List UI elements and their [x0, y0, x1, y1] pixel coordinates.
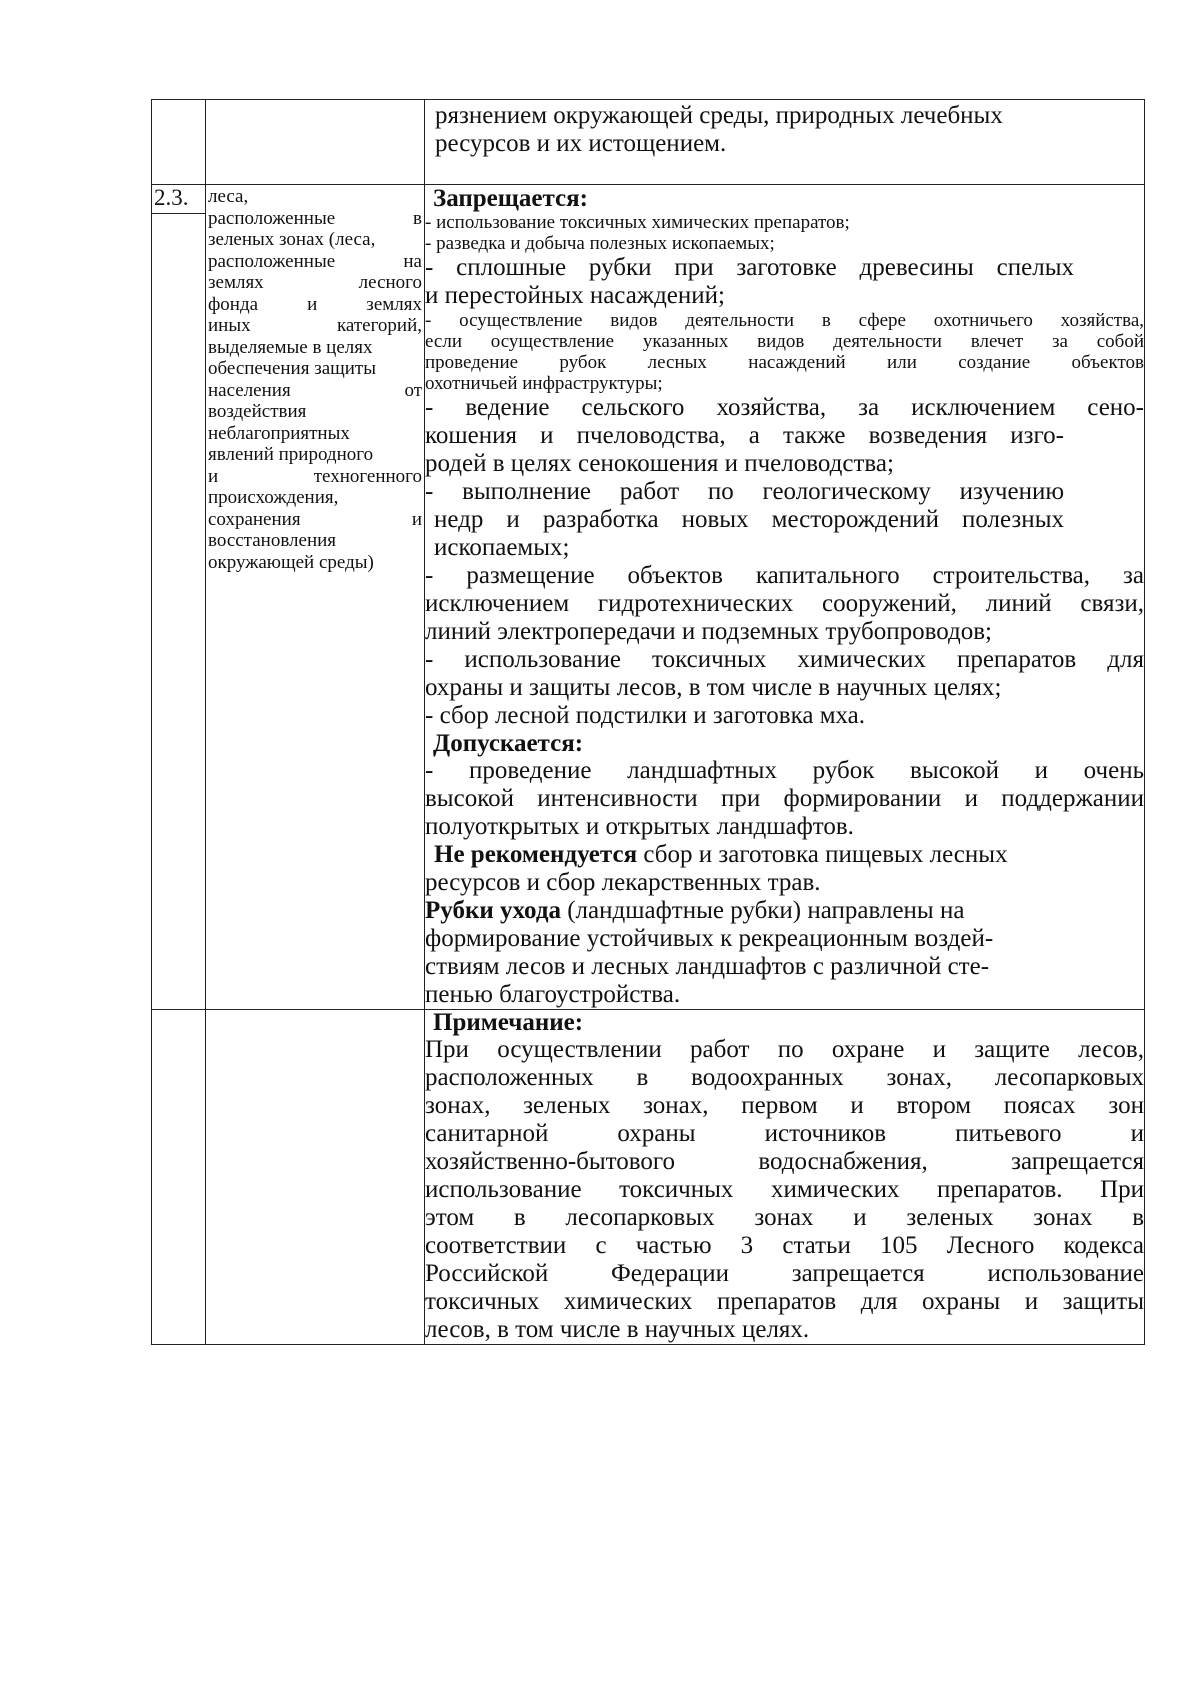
prohibited-item: охраны и защиты лесов, в том числе в научных целях; [425, 674, 1002, 701]
table-row-note [152, 1010, 1145, 1345]
thinning-label: Рубки ухода [425, 897, 561, 924]
prohibited-item: - выполнение работ по геологическому изучению [425, 478, 1064, 505]
allowed-item: высокой интенсивности при формировании и поддержании [425, 785, 1144, 812]
prohibited-item: - сбор лесной подстилки и заготовка мха. [425, 702, 866, 729]
prohibited-item: родей в целях сенокошения и пчеловодства; [425, 450, 894, 477]
prohibited-item: недр и разработка новых месторождений полезных [434, 506, 1064, 533]
prohibited-item: - использование токсичных химических препаратов для [425, 646, 1144, 673]
category-line: расположенные на [208, 250, 422, 272]
category-line: населения от [208, 379, 422, 401]
note-line: При осуществлении работ по охране и защите лесов, [425, 1036, 1144, 1063]
note-line: соответствии с частью 3 статьи 105 Лесного кодекса [425, 1232, 1144, 1259]
not-recommended-line: ресурсов и сбор лекарственных трав. [425, 869, 821, 896]
allowed-item: полуоткрытых и открытых ландшафтов. [425, 813, 854, 840]
category-cell-empty [206, 1010, 425, 1345]
note-line: использование токсичных химических препаратов. При [425, 1176, 1144, 1203]
allowed-item: - проведение ландшафтных рубок высокой и очень [425, 757, 1144, 784]
allowed-heading: Допускается: [433, 730, 584, 757]
category-cell [206, 185, 425, 1010]
table-row-continuation [152, 100, 1145, 185]
row-number: 2.3. [152, 185, 205, 214]
prohibited-item: линий электропередачи и подземных трубопроводов; [425, 618, 992, 645]
category-line: зеленых зонах (леса, [208, 229, 376, 250]
not-recommended-label: Не рекомендуется [434, 841, 638, 868]
prohibited-item: - разведка и добыча полезных ископаемых; [425, 233, 775, 254]
prohibited-item: охотничьей инфраструктуры; [425, 373, 663, 394]
category-line: и техногенного [208, 465, 422, 487]
prohibited-item: - сплошные рубки при заготовке древесины спелых [425, 254, 1074, 281]
continuation-line: ресурсов и их истощением. [435, 130, 727, 157]
thinning-text: (ландшафтные рубки) направлены на [560, 897, 965, 924]
note-line: токсичных химических препаратов для охраны и защиты [425, 1288, 1144, 1315]
number-cell-empty [152, 100, 206, 185]
prohibited-heading: Запрещается: [433, 185, 589, 212]
category-line: выделяемые в целях [208, 336, 373, 358]
thinning-line [425, 897, 1144, 925]
note-heading: Примечание: [433, 1009, 584, 1036]
prohibited-item: - размещение объектов капитального строительства, за [425, 562, 1144, 589]
category-text [206, 185, 424, 573]
prohibited-item: - ведение сельского хозяйства, за исключением сено- [425, 394, 1144, 421]
note-line: лесов, в том числе в научных целях. [425, 1316, 810, 1343]
category-cell-empty [206, 100, 425, 185]
regulation-table [151, 99, 1145, 1345]
not-recommended-text: сбор и заготовка пищевых лесных [637, 841, 1008, 868]
category-line: землях лесного [208, 272, 422, 293]
number-cell-empty [152, 1010, 206, 1345]
not-recommended-line [425, 841, 1144, 869]
note-line: санитарной охраны источников питьевого и [425, 1120, 1144, 1147]
regime-cell [425, 185, 1145, 1010]
thinning-line: ствиям лесов и лесных ландшафтов с различной сте- [425, 953, 990, 980]
category-line: воздействия [208, 401, 307, 422]
category-line: восстановления [208, 530, 337, 551]
category-line: леса, [208, 186, 249, 207]
category-line: явлений природного [208, 444, 374, 465]
thinning-line: формирование устойчивых к рекреационным воздей- [425, 925, 994, 952]
note-line: зонах, зеленых зонах, первом и втором поясах зон [425, 1092, 1144, 1119]
prohibited-item: - использование токсичных химических препаратов; [425, 212, 850, 233]
category-line: обеспечения защиты [208, 358, 377, 379]
continuation-line: рязнением окружающей среды, природных лечебных [435, 102, 1003, 129]
note-line: Российской Федерации запрещается использование [425, 1260, 1144, 1287]
category-line: расположенные в [208, 207, 422, 229]
category-line: иных категорий, [208, 315, 422, 336]
prohibited-item: если осуществление указанных видов деятельности влечет за собой [425, 331, 1144, 352]
note-line: хозяйственно-бытового водоснабжения, запрещается [425, 1148, 1144, 1175]
regime-cell-continuation [425, 100, 1145, 185]
prohibited-item: и перестойных насаждений; [425, 282, 725, 309]
note-line: расположенных в водоохранных зонах, лесопарковых [425, 1064, 1144, 1091]
note-line: этом в лесопарковых зонах и зеленых зонах в [425, 1204, 1144, 1231]
note-cell [425, 1010, 1145, 1345]
prohibited-item: проведение рубок лесных насаждений или создание объектов [425, 352, 1144, 373]
continuation-text [425, 100, 1144, 158]
prohibited-item: - осуществление видов деятельности в сфере охотничьего хозяйства, [425, 310, 1144, 331]
prohibited-item: кошения и пчеловодства, а также возведения изго- [425, 422, 1064, 449]
category-line: окружающей среды) [208, 551, 374, 573]
number-cell [152, 185, 206, 1010]
prohibited-item: ископаемых; [434, 534, 570, 561]
prohibited-item: исключением гидротехнических сооружений, линий связи, [425, 590, 1144, 617]
thinning-line: пенью благоустройства. [425, 981, 681, 1008]
category-line: происхождения, [208, 487, 339, 508]
category-line: неблагоприятных [208, 422, 350, 444]
category-line: фонда и землях [208, 293, 422, 315]
category-line: сохранения и [208, 508, 422, 530]
table-row-2-3 [152, 185, 1145, 1010]
